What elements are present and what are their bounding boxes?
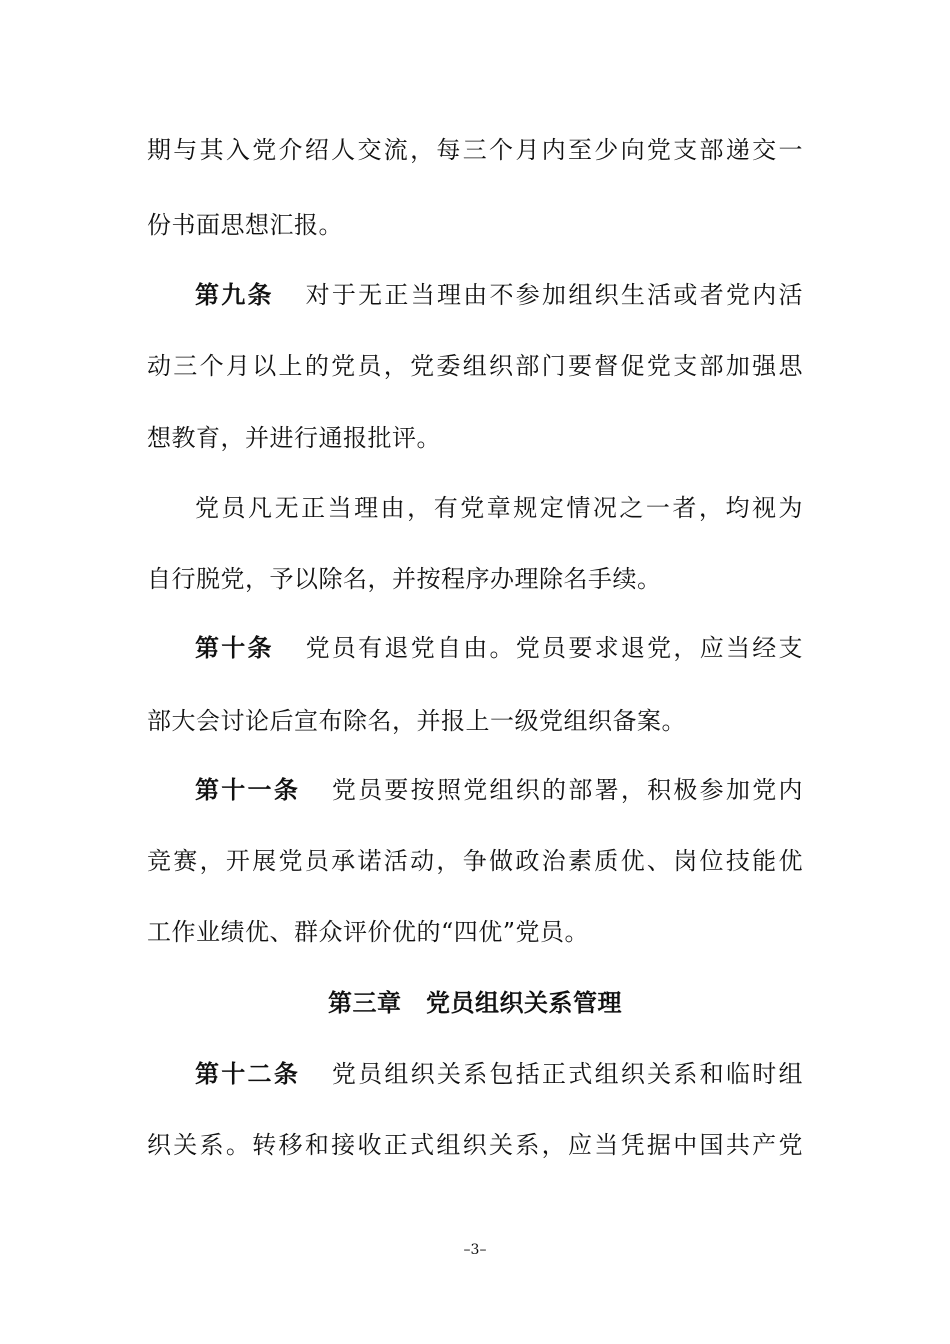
- text-line: 竞赛，开展党员承诺活动，争做政治素质优、岗位技能优: [147, 847, 803, 875]
- article-10-heading: 第十条: [195, 634, 274, 662]
- text-line: 想教育，并进行通报批评。: [147, 424, 441, 452]
- article-9-text: 对于无正当理由不参加组织生活或者党内活: [303, 281, 804, 309]
- text-line: 动三个月以上的党员，党委组织部门要督促党支部加强思: [147, 352, 803, 380]
- text-line: 部大会讨论后宣布除名，并报上一级党组织备案。: [147, 707, 686, 735]
- article-9-first-line: [195, 277, 803, 313]
- article-12-heading: 第十二条: [195, 1060, 301, 1088]
- article-10-first-line: [195, 630, 803, 666]
- text-line: 党员凡无正当理由，有党章规定情况之一者，均视为: [195, 494, 803, 522]
- text-line: 织关系。转移和接收正式组织关系，应当凭据中国共产党: [147, 1131, 803, 1159]
- article-11-heading: 第十一条: [195, 776, 301, 804]
- chapter-title: 第三章 党员组织关系管理: [328, 989, 622, 1017]
- text-line: 份书面思想汇报。: [147, 211, 343, 239]
- article-12-first-line: [195, 1056, 803, 1092]
- article-11-first-line: [195, 772, 803, 808]
- article-9-heading: 第九条: [195, 281, 274, 309]
- text-line: 自行脱党，予以除名，并按程序办理除名手续。: [147, 565, 662, 593]
- article-10-text: 党员有退党自由。党员要求退党，应当经支: [303, 634, 804, 662]
- page-number: –3–: [463, 1242, 487, 1258]
- text-line: 工作业绩优、群众评价优的“四优”党员。: [147, 918, 590, 946]
- article-11-text: 党员要按照党组织的部署，积极参加党内: [330, 776, 804, 804]
- text-line: 期与其入党介绍人交流，每三个月内至少向党支部递交一: [147, 136, 803, 164]
- article-12-text: 党员组织关系包括正式组织关系和临时组: [330, 1060, 804, 1088]
